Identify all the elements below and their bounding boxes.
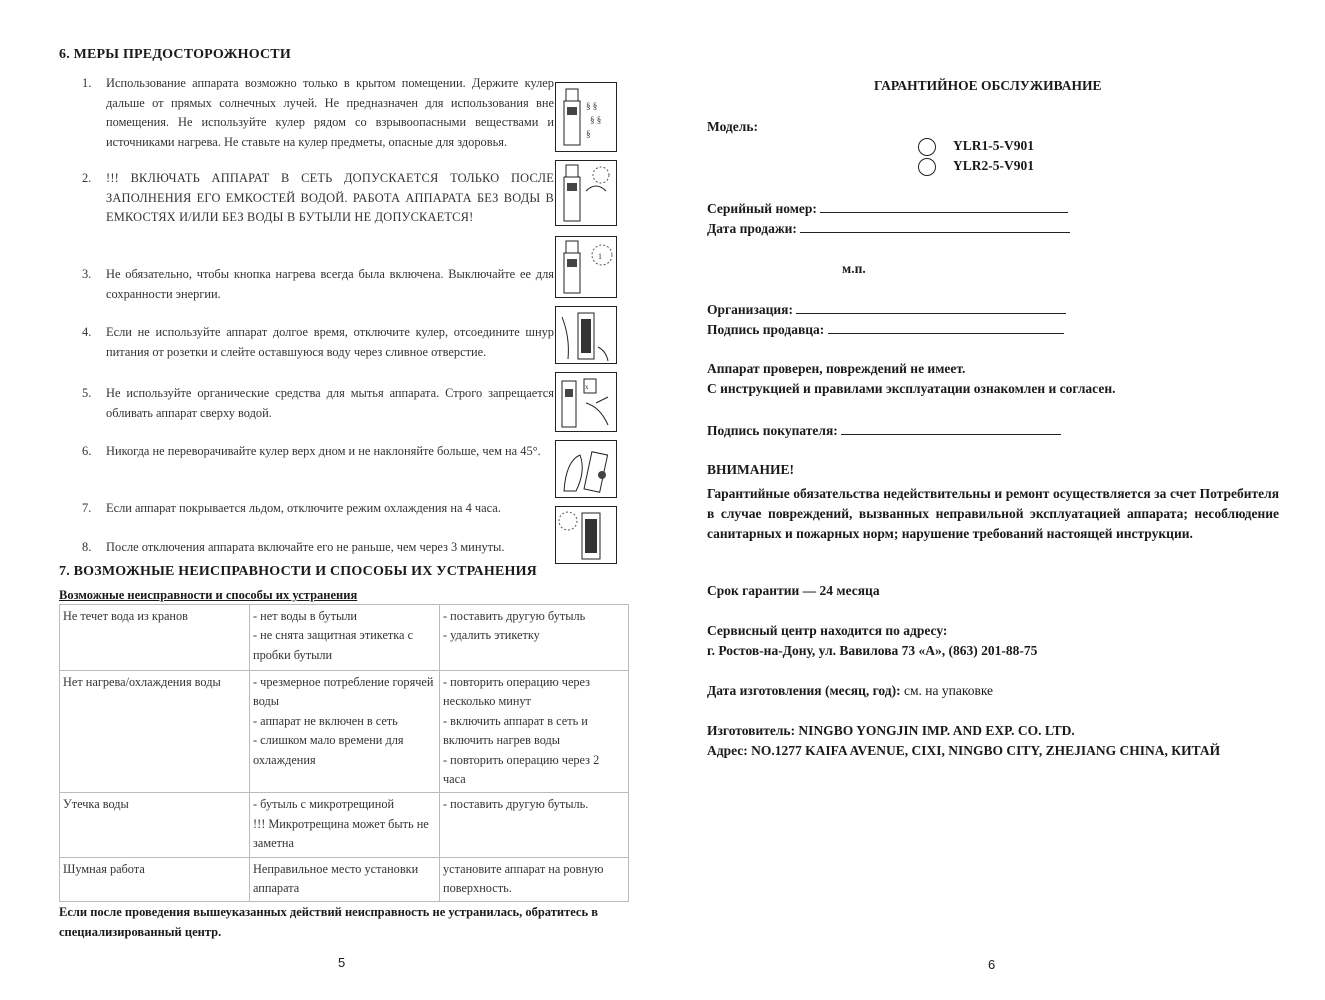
attention-text: Гарантийные обязательства недействительны и ремонт осуществляется за счет Потребителя в случае повреждений, вызванных неправильной эксплуатацией аппарата; несоблюдение санитарных и пожарных норм; нарушение требований настоящей инструкции. [707, 486, 1279, 541]
sale-date-label: Дата продажи: [707, 221, 797, 236]
solution-line: - повторить операцию через 2 часа [443, 752, 600, 787]
serial-number-field[interactable] [820, 198, 1068, 213]
problem-cell: Шумная работа [60, 857, 250, 902]
stamp-label: м.п. [842, 261, 866, 276]
causes-cell [250, 793, 440, 857]
item-number: 1. [82, 76, 92, 90]
table-row [60, 605, 629, 671]
illustration-fill-water [555, 160, 617, 226]
item-number: 2. [82, 171, 92, 185]
organization-label: Организация: [707, 302, 793, 317]
item-text: !!! ВКЛЮЧАТЬ АППАРАТ В СЕТЬ ДОПУСКАЕТСЯ ТОЛЬКО ПОСЛЕ ЗАПОЛНЕНИЯ ЕГО ЕМКОСТЕЙ ВОДОЙ. РАБОТА АППАРАТА БЕЗ ВОДЫ В ЕМКОСТЯХ И/ИЛИ БЕЗ ВОДЫ В БУТЫЛИ НЕ ДОПУСКАЕТСЯ! [106, 171, 554, 224]
cause-line: Неправильное место установки аппарата [253, 861, 419, 896]
buyer-signature-label: Подпись покупателя: [707, 423, 838, 438]
attention-title: ВНИМАНИЕ! [707, 462, 794, 477]
serial-number-row [707, 198, 1068, 219]
model-2-radio[interactable] [918, 158, 936, 176]
cause-line: - аппарат не включен в сеть [253, 713, 398, 728]
manufacture-date-row [707, 681, 993, 701]
svg-text:1: 1 [598, 252, 602, 261]
solution-line: - поставить другую бутыль. [443, 797, 589, 812]
svg-text:§ §: § § [590, 115, 602, 125]
svg-text:§: § [586, 129, 591, 139]
model-1-label: YLR1-5-V901 [953, 138, 1034, 153]
item-number: 7. [82, 501, 92, 515]
item-text: Не обязательно, чтобы кнопка нагрева всегда была включена. Выключайте ее для сохранности энергии. [106, 267, 554, 301]
checked-text: Аппарат проверен, повреждений не имеет. [707, 361, 966, 376]
problem-cell: Утечка воды [60, 793, 250, 857]
solution-line: - удалить этикетку [443, 628, 540, 643]
left-page [0, 0, 650, 1000]
sale-date-row [707, 218, 1070, 239]
service-center-address: г. Ростов-на-Дону, ул. Вавилова 73 «А», (863) 201-88-75 [707, 643, 1038, 658]
model-label: Модель: [707, 119, 758, 134]
buyer-signature-row [707, 420, 1061, 441]
sale-date-field[interactable] [800, 218, 1070, 233]
manufacture-date-value: см. на упаковке [903, 683, 994, 698]
cause-line: !!! Микротрещина может быть не заметна [253, 816, 429, 851]
causes-cell [250, 857, 440, 902]
item-text: Никогда не переворачивайте кулер верх дном и не наклоняйте больше, чем на 45°. [106, 444, 541, 458]
manufacturer: Изготовитель: NINGBO YONGJIN IMP. AND EXP. CO. LTD. [707, 723, 1075, 738]
section-7-title: 7. ВОЗМОЖНЫЕ НЕИСПРАВНОСТИ И СПОСОБЫ ИХ УСТРАНЕНИЯ [59, 564, 537, 579]
troubleshooting-table [59, 604, 629, 902]
problem-cell: Не течет вода из кранов [60, 605, 250, 671]
item-number: 8. [82, 540, 92, 554]
solutions-cell [440, 857, 629, 902]
cause-line: - нет воды в бутыли [253, 609, 357, 623]
seller-signature-row [707, 319, 1064, 340]
page-number: 5 [338, 955, 346, 970]
svg-text:§ §: § § [586, 101, 598, 111]
buyer-signature-field[interactable] [841, 420, 1061, 435]
solutions-cell [440, 605, 629, 671]
cause-line: - не снята защитная этикетка с пробки бутыли [253, 628, 414, 662]
solution-line: - поставить другую бутыль [443, 609, 586, 623]
seller-signature-field[interactable] [828, 319, 1064, 334]
item-text: Использование аппарата возможно только в крытом помещении. Держите кулер дальше от прямых солнечных лучей. Не предназначен для использования вне помещения. Не используйте кулер рядом со взрывоопасными веществами и источниками нагрева. Не ставьте на кулер предметы, опасные для здоровья. [106, 76, 554, 149]
table-row [60, 857, 629, 902]
organization-row [707, 299, 1066, 320]
seller-signature-label: Подпись продавца: [707, 322, 825, 337]
table-row [60, 793, 629, 857]
item-text: Если не используйте аппарат долгое время, отключите кулер, отсоедините шнур питания от розетки и слейте оставшуюся воду через сливное отверстие. [106, 325, 554, 359]
serial-number-label: Серийный номер: [707, 201, 817, 216]
model-1-radio[interactable] [918, 138, 936, 156]
cause-line: - бутыль с микротрещиной [253, 797, 395, 812]
manufacture-date-label: Дата изготовления (месяц, год): [707, 683, 901, 698]
solution-line: установите аппарат на ровную поверхность. [443, 861, 604, 896]
service-center-label: Сервисный центр находится по адресу: [707, 623, 948, 638]
warranty-title: ГАРАНТИЙНОЕ ОБСЛУЖИВАНИЕ [874, 78, 1102, 93]
causes-cell [250, 671, 440, 793]
cause-line: - слишком мало времени для охлаждения [253, 733, 404, 767]
manufacturer-address: Адрес: NO.1277 KAIFA AVENUE, CIXI, NINGBO CITY, ZHEJIANG CHINA, КИТАЙ [707, 743, 1221, 758]
page-number: 6 [988, 957, 996, 972]
section-6-title: 6. МЕРЫ ПРЕДОСТОРОЖНОСТИ [59, 47, 291, 62]
solutions-cell [440, 793, 629, 857]
item-text: Если аппарат покрывается льдом, отключите режим охлаждения на 4 часа. [106, 501, 501, 515]
illustration-ice-cooling [555, 506, 617, 564]
illustration-drain-water [555, 306, 617, 364]
illustration-do-not-tilt [555, 440, 617, 498]
agreement-text: С инструкцией и правилами эксплуатации ознакомлен и согласен. [707, 381, 1116, 396]
item-number: 5. [82, 386, 92, 400]
table-caption: Возможные неисправности и способы их устранения [59, 588, 358, 602]
table-row [60, 671, 629, 793]
svg-text:x: x [585, 383, 589, 391]
item-text: Не используйте органические средства для мытья аппарата. Строго запрещается обливать аппарат сверху водой. [106, 386, 554, 420]
footnote: Если после проведения вышеуказанных действий неисправность не устранилась, обратитесь в специализированный центр. [59, 905, 598, 939]
item-text: После отключения аппарата включайте его не раньше, чем через 3 минуты. [106, 540, 505, 554]
right-page [660, 0, 1325, 1000]
causes-cell [250, 605, 440, 671]
model-2-label: YLR2-5-V901 [953, 158, 1034, 173]
illustration-indoor-use [555, 82, 617, 152]
item-number: 3. [82, 267, 92, 281]
solution-line: - повторить операцию через несколько минут [443, 675, 591, 709]
illustration-no-chemicals [555, 372, 617, 432]
problem-cell: Нет нагрева/охлаждения воды [60, 671, 250, 793]
warranty-term: Срок гарантии — 24 месяца [707, 583, 880, 598]
organization-field[interactable] [796, 299, 1066, 314]
item-number: 4. [82, 325, 92, 339]
solution-line: - включить аппарат в сеть и включить нагрев воды [443, 713, 588, 748]
illustration-heat-button [555, 236, 617, 298]
item-number: 6. [82, 444, 92, 458]
solutions-cell [440, 671, 629, 793]
cause-line: - чрезмерное потребление горячей воды [253, 675, 434, 709]
